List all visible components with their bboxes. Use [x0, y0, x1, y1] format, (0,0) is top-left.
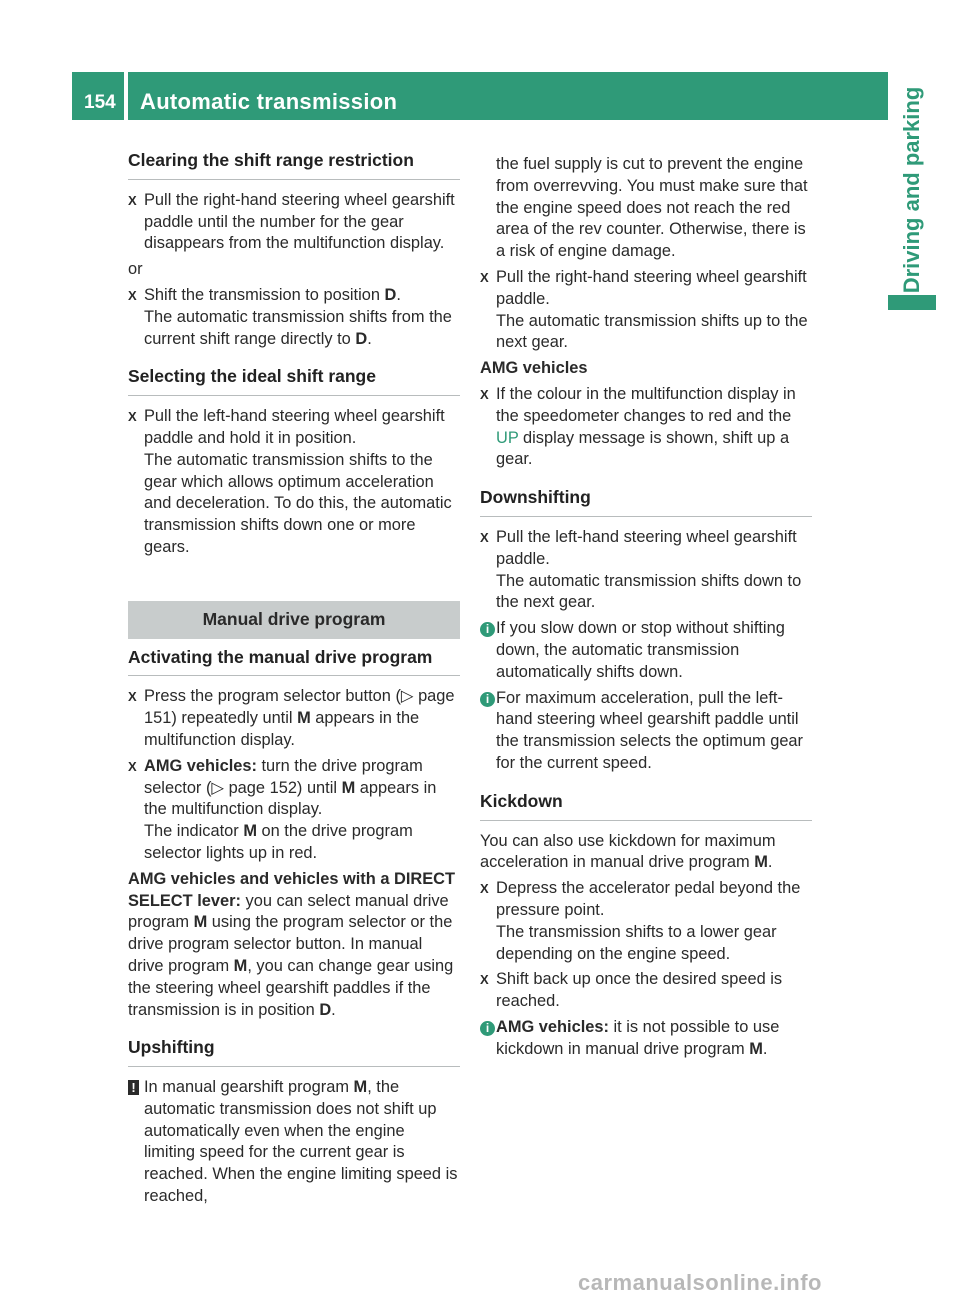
step-marker-icon — [128, 756, 144, 865]
info-note: i For maximum acceleration, pull the left-hand steering wheel gearshift paddle until the transmission selects the optimum gear for the current speed. — [480, 688, 812, 775]
heading-ideal: Selecting the ideal shift range — [128, 366, 460, 396]
step-marker-icon — [480, 384, 496, 471]
heading-activating: Activating the manual drive program — [128, 647, 460, 677]
heading-kickdown: Kickdown — [480, 791, 812, 821]
step-marker-icon — [128, 686, 144, 751]
amg-direct-paragraph: AMG vehicles and vehicles with a DIRECT SELECT lever: you can select manual drive program M using the program selector or the drive program selector button. In manual drive program M, you can change gear using the steering wheel gearshift paddles if the transmission is in position D. — [128, 869, 455, 1019]
header-divider — [124, 72, 128, 120]
step-marker-icon — [128, 190, 144, 255]
section-title: Automatic transmission — [140, 89, 398, 114]
info-note: i AMG vehicles: it is not possible to use kickdown in manual drive program M. — [480, 1017, 812, 1061]
page-ref-arrow-icon: ▷ — [400, 687, 414, 706]
step-marker-icon — [480, 267, 496, 354]
warning-note: ! In manual gearshift program M, the automatic transmission does not shift up automatically even when the engine limiting speed for the current gear is reached. When the engine limiting speed is reached, — [128, 1077, 460, 1208]
step-marker-icon — [480, 969, 496, 1013]
info-note: i If you slow down or stop without shifting down, the automatic transmission automatically shifts down. — [480, 618, 812, 683]
display-message-up: UP — [496, 428, 519, 447]
heading-upshifting: Upshifting — [128, 1037, 460, 1067]
instruction-step: X Pull the left-hand steering wheel gearshift paddle. The automatic transmission shifts down to the next gear. — [480, 527, 812, 614]
instruction-step: X AMG vehicles: turn the drive program selector (▷ page 152) until M appears in the multifunction display. The indicator M on the drive program selector lights up in red. — [128, 756, 460, 865]
or-text: or — [128, 260, 143, 279]
amg-vehicles-heading: AMG vehicles — [480, 359, 588, 378]
heading-downshifting: Downshifting — [480, 487, 812, 517]
info-icon: i — [480, 622, 495, 637]
warning-continuation: the fuel supply is cut to prevent the engine from overrevving. You must make sure that the engine speed does not reach the red area of the rev counter. Otherwise, there is a risk of engine damage. — [496, 155, 808, 261]
page-ref-arrow-icon: ▷ — [211, 778, 225, 797]
kickdown-intro: You can also use kickdown for maximum acceleration in manual drive program M. — [480, 831, 776, 872]
side-tab-label: Driving and parking — [899, 86, 924, 294]
info-icon: i — [480, 1021, 495, 1036]
step-marker-icon — [480, 527, 496, 614]
warning-icon — [128, 1077, 144, 1208]
instruction-step: X Shift the transmission to position D. The automatic transmission shifts from the current shift range directly to D. — [128, 285, 460, 350]
instruction-step: X Depress the accelerator pedal beyond the pressure point. The transmission shifts to a lower gear depending on the engine speed. — [480, 878, 812, 965]
instruction-step: X Pull the left-hand steering wheel gearshift paddle and hold it in position. The automatic transmission shifts to the gear which allows optimum acceleration and deceleration. To do this, the automatic transmission shifts down one or more gears. — [128, 406, 460, 559]
instruction-step: X If the colour in the multifunction display in the speedometer changes to red and the UP display message is shown, shift up a gear. — [480, 384, 812, 471]
step-marker-icon — [128, 285, 144, 350]
instruction-step: X Press the program selector button (▷ page 151) repeatedly until M appears in the multifunction display. — [128, 686, 460, 751]
right-column — [480, 154, 812, 1064]
instruction-step: X Shift back up once the desired speed is reached. — [480, 969, 812, 1013]
instruction-step: X Pull the right-hand steering wheel gearshift paddle. The automatic transmission shifts up to the next gear. — [480, 267, 812, 354]
watermark: carmanualsonline.info — [578, 1270, 822, 1295]
step-marker-icon — [480, 878, 496, 965]
info-icon: i — [480, 692, 495, 707]
instruction-step: X Pull the right-hand steering wheel gearshift paddle until the number for the gear disappears from the multifunction display. — [128, 190, 460, 255]
heading-clearing: Clearing the shift range restriction — [128, 150, 460, 180]
page-number: 154 — [84, 92, 116, 113]
group-heading-manual: Manual drive program — [128, 601, 460, 639]
side-tab-marker — [888, 295, 936, 310]
step-marker-icon — [128, 406, 144, 559]
left-column — [128, 150, 460, 1212]
